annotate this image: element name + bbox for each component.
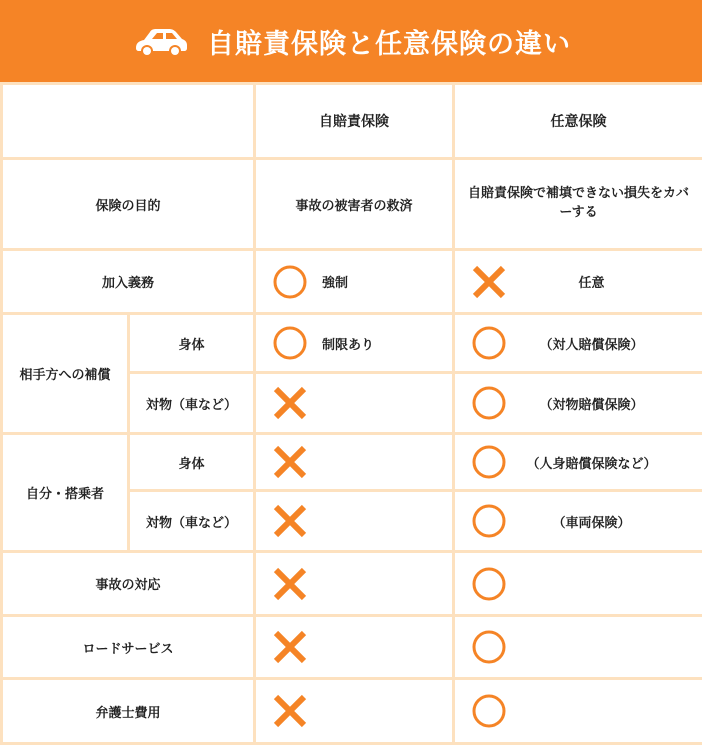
circle-icon bbox=[272, 325, 308, 361]
row-label-road: ロードサービス bbox=[2, 616, 255, 679]
self-body-nini bbox=[454, 434, 702, 491]
circle-icon bbox=[471, 444, 507, 480]
opponent-property-jibaiseki bbox=[255, 373, 454, 434]
cross-icon bbox=[272, 693, 308, 729]
row-label-purpose: 保険の目的 bbox=[2, 159, 255, 250]
circle-icon bbox=[471, 325, 507, 361]
circle-icon bbox=[471, 503, 507, 539]
opponent-body-nini bbox=[454, 314, 702, 373]
purpose-jibaiseki: 事故の被害者の救済 bbox=[255, 159, 454, 250]
cross-icon bbox=[272, 629, 308, 665]
circle-icon bbox=[471, 693, 507, 729]
table-row bbox=[2, 159, 702, 250]
circle-icon bbox=[272, 264, 308, 300]
circle-icon bbox=[471, 566, 507, 602]
cross-icon bbox=[272, 566, 308, 602]
cross-icon bbox=[272, 444, 308, 480]
purpose-nini: 自賠責保険で補填できない損失をカバーする bbox=[454, 159, 702, 250]
row-label-obligation: 加入義務 bbox=[2, 250, 255, 314]
header-empty-cell bbox=[2, 84, 255, 159]
opponent-body-nini-text: （対人賠償保険） bbox=[507, 334, 676, 353]
road-nini bbox=[454, 616, 702, 679]
row-label-accident: 事故の対応 bbox=[2, 552, 255, 616]
opponent-property-nini-text: （対物賠償保険） bbox=[507, 394, 676, 413]
column-header-nini: 任意保険 bbox=[454, 84, 702, 159]
self-body-nini-text: （人身賠償保険など） bbox=[507, 453, 676, 472]
comparison-table bbox=[0, 82, 702, 745]
sub-label-opponent-body: 身体 bbox=[129, 314, 255, 373]
header-banner bbox=[0, 0, 702, 82]
lawyer-jibaiseki bbox=[255, 679, 454, 744]
car-icon bbox=[131, 24, 189, 58]
column-header-jibaiseki: 自賠責保険 bbox=[255, 84, 454, 159]
group-label-opponent: 相手方への補償 bbox=[2, 314, 129, 434]
circle-icon bbox=[471, 385, 507, 421]
self-body-jibaiseki bbox=[255, 434, 454, 491]
self-property-jibaiseki bbox=[255, 491, 454, 552]
self-property-nini bbox=[454, 491, 702, 552]
obligation-nini bbox=[454, 250, 702, 314]
table-row bbox=[2, 314, 702, 373]
opponent-property-nini bbox=[454, 373, 702, 434]
road-jibaiseki bbox=[255, 616, 454, 679]
cross-icon bbox=[471, 264, 507, 300]
circle-icon bbox=[471, 629, 507, 665]
group-label-self: 自分・搭乗者 bbox=[2, 434, 129, 552]
table-row bbox=[2, 679, 702, 744]
cross-icon bbox=[272, 503, 308, 539]
cross-icon bbox=[272, 385, 308, 421]
page-title: 自賠責保険と任意保険の違い bbox=[207, 22, 571, 61]
table-row bbox=[2, 616, 702, 679]
obligation-jibaiseki bbox=[255, 250, 454, 314]
table-row bbox=[2, 84, 702, 159]
self-property-nini-text: （車両保険） bbox=[507, 512, 676, 531]
obligation-nini-text: 任意 bbox=[507, 272, 676, 291]
accident-jibaiseki bbox=[255, 552, 454, 616]
table-row bbox=[2, 250, 702, 314]
sub-label-self-property: 対物（車など） bbox=[129, 491, 255, 552]
opponent-body-jibaiseki-text: 制限あり bbox=[308, 334, 452, 353]
sub-label-self-body: 身体 bbox=[129, 434, 255, 491]
accident-nini bbox=[454, 552, 702, 616]
lawyer-nini bbox=[454, 679, 702, 744]
table-row bbox=[2, 434, 702, 491]
table-row bbox=[2, 552, 702, 616]
row-label-lawyer: 弁護士費用 bbox=[2, 679, 255, 744]
sub-label-opponent-property: 対物（車など） bbox=[129, 373, 255, 434]
opponent-body-jibaiseki bbox=[255, 314, 454, 373]
obligation-jibaiseki-text: 強制 bbox=[308, 272, 452, 291]
